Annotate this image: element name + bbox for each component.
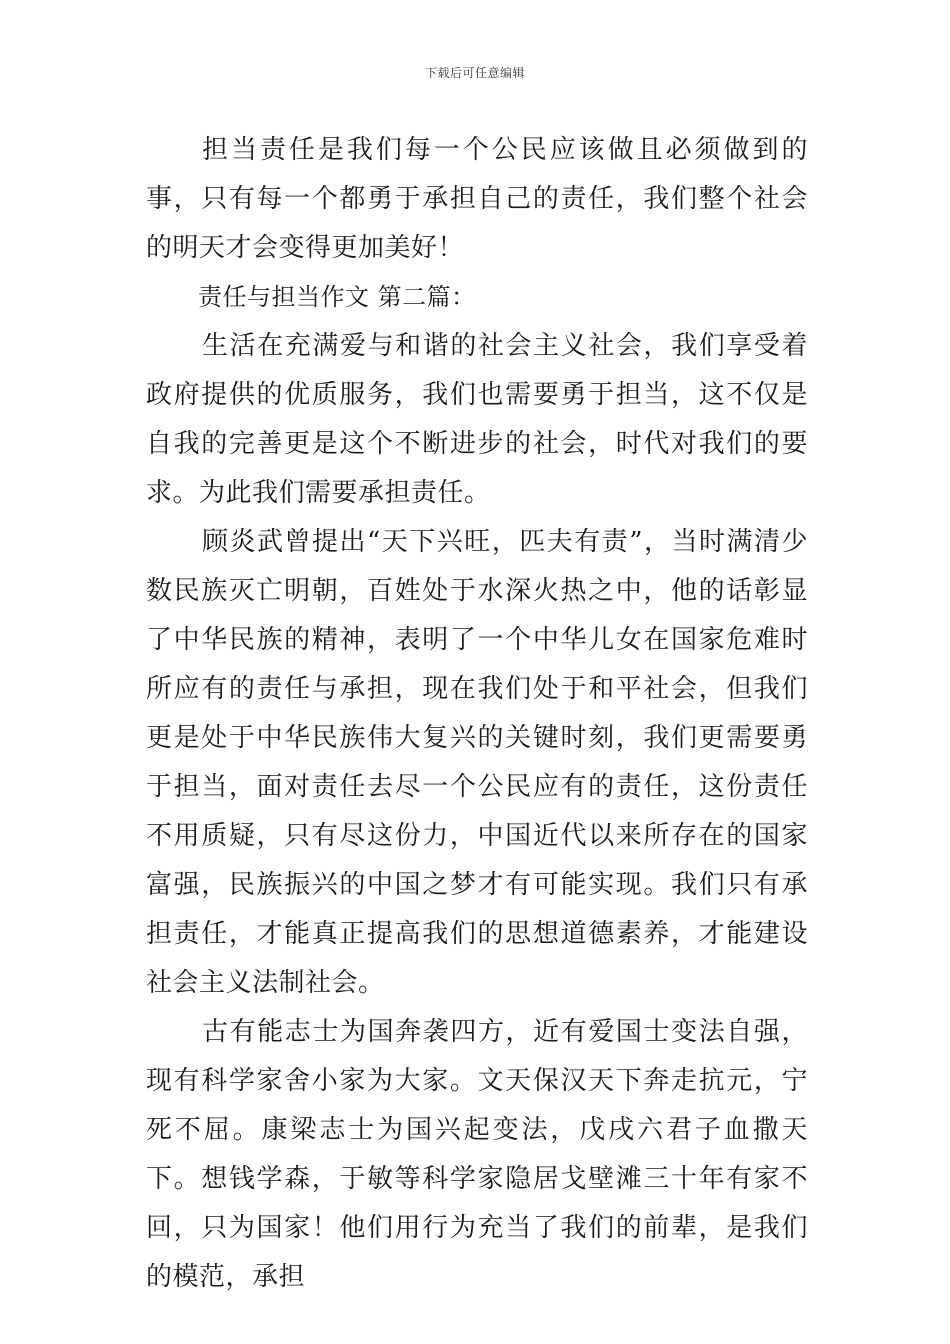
paragraph-4: 古有能志士为国奔袭四方，近有爱国士变法自强，现有科学家舍小家为大家。文天保汉天下奔走抗元，宁死不屈。康梁志士为国兴起变法，戊戌六君子血撒天下。想钱学森，于敏等科学家隐居戈壁滩三十年有家不回，只为国家！他们用行为充当了我们的前辈，是我们的模范，承担 <box>146 1017 808 1292</box>
paragraph-3: 顾炎武曾提出“天下兴旺，匹夫有责”，当时满清少数民族灭亡明朝，百姓处于水深火热之中，他的话彰显了中华民族的精神，表明了一个中华儿女在国家危难时所应有的责任与承担，现在我们处于和平社会，但我们更是处于中华民族伟大复兴的关键时刻，我们更需要勇于担当，面对责任去尽一个公民应有的责任，这份责任不用质疑，只有尽这份力，中国近代以来所存在的国家富强，民族振兴的中国之梦才有可能实现。我们只有承担责任，才能真正提高我们的思想道德素养，才能建设社会主义法制社会。 <box>146 527 808 998</box>
paragraph-2: 生活在充满爱与和谐的社会主义社会，我们享受着政府提供的优质服务，我们也需要勇于担当，这不仅是自我的完善更是这个不断进步的社会，时代对我们的要求。为此我们需要承担责任。 <box>146 331 808 508</box>
page-header-note: 下载后可任意编辑 <box>424 66 525 80</box>
section-heading: 责任与担当作文 第二篇： <box>198 283 476 311</box>
document-body <box>146 126 808 1302</box>
paragraph-1: 担当责任是我们每一个公民应该做且必须做到的事，只有每一个都勇于承担自己的责任，我们整个社会的明天才会变得更加美好！ <box>146 135 808 263</box>
